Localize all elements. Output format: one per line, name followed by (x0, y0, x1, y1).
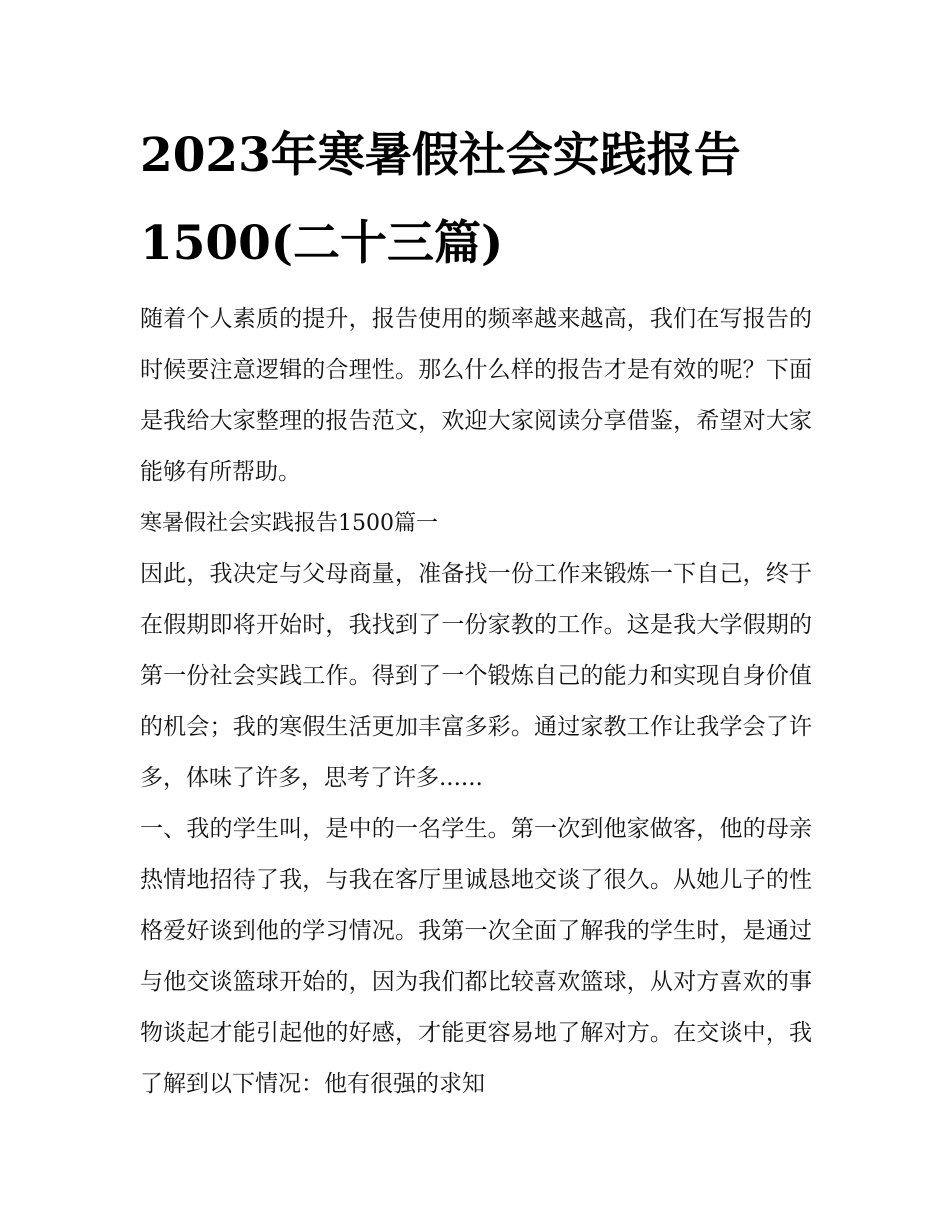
title-line-2: 1500(二十三篇) (140, 216, 504, 271)
intro-paragraph: 随着个人素质的提升，报告使用的频率越来越高，我们在写报告的时候要注意逻辑的合理性。那么什么样的报告才是有效的呢？下面是我给大家整理的报告范文，欢迎大家阅读分享借鉴，希望对大家能够有所帮助。 (140, 306, 812, 485)
document-body (140, 294, 812, 1110)
title-line-1: 2023年寒暑假社会实践报告 (140, 128, 741, 183)
document-title (140, 112, 812, 288)
document-page (140, 112, 812, 1110)
body-paragraph-1: 因此，我决定与父母商量，准备找一份工作来锻炼一下自己，终于在假期即将开始时，我找到了一份家教的工作。这是我大学假期的第一份社会实践工作。得到了一个锻炼自己的能力和实现自身价值的机会；我的寒假生活更加丰富多彩。通过家教工作让我学会了许多，体味了许多，思考了许多...... (140, 561, 812, 791)
body-paragraph-2: 一、我的学生叫，是中的一名学生。第一次到他家做客，他的母亲热情地招待了我，与我在客厅里诚恳地交谈了很久。从她儿子的性格爱好谈到他的学习情况。我第一次全面了解我的学生时，是通过与他交谈篮球开始的，因为我们都比较喜欢篮球，从对方喜欢的事物谈起才能引起他的好感，才能更容易地了解对方。在交谈中，我了解到以下情况：他有很强的求知 (140, 816, 812, 1097)
section-heading: 寒暑假社会实践报告1500篇一 (140, 511, 438, 536)
